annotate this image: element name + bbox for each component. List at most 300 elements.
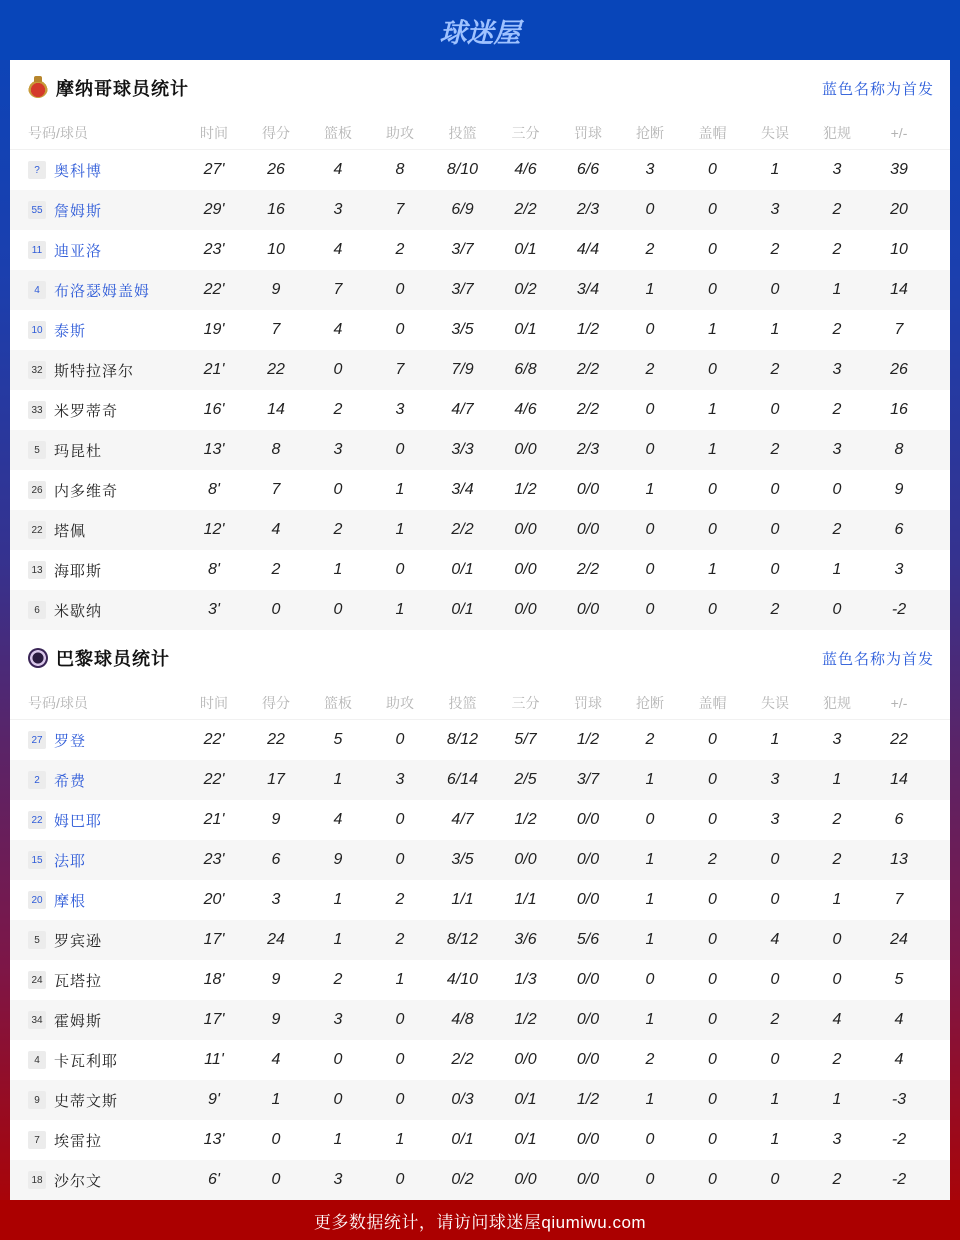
stat-cell: 0 xyxy=(708,241,717,258)
stat-cell: 26 xyxy=(890,361,908,378)
stat-cell: 4 xyxy=(832,1011,842,1028)
stat-cell: 29' xyxy=(203,201,225,218)
stat-cell: 0/1 xyxy=(451,1131,474,1148)
section-header xyxy=(10,60,950,116)
jersey-number-badge: 4 xyxy=(28,281,46,299)
stat-cell: 3 xyxy=(333,201,343,218)
stat-cell: 39 xyxy=(890,161,908,178)
stat-cell: 7 xyxy=(894,891,904,908)
stat-cell: 2/2 xyxy=(451,521,474,538)
player-name-link[interactable]: 沙尔文 xyxy=(54,1172,103,1190)
stat-cell: 0 xyxy=(708,361,717,378)
stat-cell: 3 xyxy=(333,1171,343,1188)
stat-cell: 0/0 xyxy=(576,971,600,988)
stat-cell: 0 xyxy=(645,811,655,828)
stat-cell: 1 xyxy=(645,1091,655,1108)
stat-cell: 9 xyxy=(333,851,343,868)
column-header: 盖帽 xyxy=(698,694,727,711)
stat-cell: 0 xyxy=(770,481,780,498)
stat-cell: 1 xyxy=(271,1091,281,1108)
player-cell xyxy=(10,240,183,261)
paris-crest-icon xyxy=(28,648,48,668)
player-cell xyxy=(10,160,183,181)
stat-cell: 0 xyxy=(708,521,717,538)
stat-cell: 1 xyxy=(645,281,655,298)
player-name-link[interactable]: 姆巴耶 xyxy=(54,812,103,830)
stat-cell: 1/2 xyxy=(576,731,600,748)
stat-cell: 1/2 xyxy=(576,321,600,338)
stat-cell: 0 xyxy=(395,1171,405,1188)
player-cell xyxy=(10,930,183,951)
stat-cell: 1 xyxy=(770,1131,780,1148)
stat-cell: 0 xyxy=(395,321,405,338)
jersey-number-badge: 6 xyxy=(28,601,46,619)
stat-cell: 1 xyxy=(333,931,343,948)
stat-cell: 4 xyxy=(333,241,343,258)
stat-cell: 0/0 xyxy=(514,441,537,458)
table-row[interactable] xyxy=(10,840,950,880)
player-name-link[interactable]: 罗登 xyxy=(54,732,87,750)
stat-cell: 1 xyxy=(770,731,780,748)
stat-cell: 0 xyxy=(395,281,405,298)
table-row[interactable] xyxy=(10,590,950,630)
column-header: 篮板 xyxy=(324,124,352,141)
jersey-number-badge: 27 xyxy=(28,731,46,749)
stat-cell: 1 xyxy=(333,891,343,908)
table-row[interactable] xyxy=(10,1160,950,1200)
player-name-link[interactable]: 摩根 xyxy=(54,892,87,910)
stat-cell: 0 xyxy=(645,561,655,578)
stat-cell: 2 xyxy=(832,851,842,868)
stat-cell: -2 xyxy=(891,1131,907,1148)
column-header: 抢断 xyxy=(636,694,664,711)
player-name-link[interactable]: 斯特拉泽尔 xyxy=(54,362,135,380)
stat-cell: 0/0 xyxy=(514,521,537,538)
stat-cell: 4/6 xyxy=(514,161,537,178)
player-cell xyxy=(10,1010,183,1031)
stat-cell: 0/0 xyxy=(514,1171,537,1188)
column-header: 助攻 xyxy=(386,694,414,711)
stat-cell: 8' xyxy=(208,561,220,578)
stat-cell: 22' xyxy=(203,281,225,298)
stat-cell: 3 xyxy=(770,201,780,218)
column-header: 失误 xyxy=(761,694,789,711)
column-header: 三分 xyxy=(511,694,540,711)
jersey-number-badge: 7 xyxy=(28,1131,46,1149)
stat-cell: 3 xyxy=(333,441,343,458)
stat-cell: 2 xyxy=(832,811,842,828)
stat-cell: 0 xyxy=(333,1091,343,1108)
stat-cell: 0 xyxy=(395,1051,405,1068)
player-name-link[interactable]: 内多维奇 xyxy=(54,482,119,500)
stat-cell: 14 xyxy=(890,281,908,298)
stat-cell: 14 xyxy=(890,771,908,788)
stat-cell: 2 xyxy=(333,401,343,418)
column-header: 犯规 xyxy=(823,694,851,711)
stat-cell: 0 xyxy=(395,561,405,578)
table-row[interactable] xyxy=(10,880,950,920)
stat-cell: 3/3 xyxy=(451,441,474,458)
player-name-link[interactable]: 泰斯 xyxy=(54,322,87,340)
stat-cell: 0/1 xyxy=(514,1091,537,1108)
stat-cell: 0 xyxy=(395,851,405,868)
player-name-link[interactable]: 迪亚洛 xyxy=(54,242,103,260)
stat-cell: 3 xyxy=(770,811,780,828)
stat-cell: 0/0 xyxy=(576,481,600,498)
stat-cell: 4 xyxy=(271,521,281,538)
stat-cell: 0 xyxy=(708,1091,717,1108)
player-name-link[interactable]: 米罗蒂奇 xyxy=(54,402,119,420)
stat-cell: 2/3 xyxy=(576,201,600,218)
stat-cell: 17 xyxy=(267,771,285,788)
stat-cell: 9 xyxy=(271,971,281,988)
stat-cell: 2 xyxy=(832,401,842,418)
team-title: 摩纳哥球员统计 xyxy=(56,79,189,99)
stat-cell: 2 xyxy=(395,241,405,258)
column-header-row xyxy=(10,116,950,150)
stat-cell: 0 xyxy=(770,1051,780,1068)
stat-cell: 0/0 xyxy=(576,811,600,828)
stat-cell: 0/1 xyxy=(451,561,474,578)
table-row[interactable] xyxy=(10,510,950,550)
stat-cell: 1 xyxy=(333,771,343,788)
player-name-link[interactable]: 希费 xyxy=(54,772,87,790)
stat-cell: 0 xyxy=(333,601,343,618)
stat-cell: 20' xyxy=(203,891,225,908)
player-cell xyxy=(10,600,183,621)
jersey-number-badge: 22 xyxy=(28,521,46,539)
stat-cell: 0 xyxy=(395,811,405,828)
player-cell xyxy=(10,320,183,341)
player-name-link[interactable]: 布洛瑟姆盖姆 xyxy=(54,282,151,300)
table-row[interactable] xyxy=(10,550,950,590)
stat-cell: 1 xyxy=(645,481,655,498)
stat-cell: 0 xyxy=(645,521,655,538)
stat-cell: 3 xyxy=(832,361,842,378)
player-cell xyxy=(10,1050,183,1071)
jersey-number-badge: 33 xyxy=(28,401,46,419)
stat-cell: 4/7 xyxy=(451,401,474,418)
stat-cell: 1/3 xyxy=(514,971,537,988)
stat-cell: 2 xyxy=(395,891,405,908)
stat-cell: 20 xyxy=(890,201,908,218)
table-row[interactable] xyxy=(10,760,950,800)
stat-cell: 1 xyxy=(645,771,655,788)
stat-cell: 0/0 xyxy=(576,891,600,908)
stat-cell: 3/5 xyxy=(451,851,474,868)
jersey-number-badge: 26 xyxy=(28,481,46,499)
stat-cell: 3 xyxy=(832,1131,842,1148)
stat-cell: 3 xyxy=(832,161,842,178)
stat-cell: 2 xyxy=(708,851,717,868)
jersey-number-badge: 15 xyxy=(28,851,46,869)
stat-cell: 17' xyxy=(203,1011,225,1028)
stat-cell: 3 xyxy=(395,401,405,418)
stat-cell: 2 xyxy=(333,521,343,538)
team-section xyxy=(10,630,950,1200)
stat-cell: 0 xyxy=(271,1171,281,1188)
stat-cell: 1/1 xyxy=(514,891,537,908)
stat-cell: 2 xyxy=(770,1011,780,1028)
stat-cell: 0 xyxy=(832,971,842,988)
stat-cell: 9 xyxy=(271,281,281,298)
stat-cell: 19' xyxy=(203,321,225,338)
stat-cell: 4/6 xyxy=(514,401,537,418)
column-header: 篮板 xyxy=(324,694,352,711)
stat-cell: 6 xyxy=(271,851,281,868)
column-header: 抢断 xyxy=(636,124,664,141)
stat-cell: 0 xyxy=(770,281,780,298)
stat-cell: 0 xyxy=(770,1171,780,1188)
stat-cell: 0/0 xyxy=(576,1051,600,1068)
stat-cell: 4/7 xyxy=(451,811,474,828)
stat-cell: 4/8 xyxy=(451,1011,474,1028)
table-row[interactable] xyxy=(10,1040,950,1080)
stat-cell: 23' xyxy=(203,851,225,868)
table-row[interactable] xyxy=(10,350,950,390)
column-header: 罚球 xyxy=(574,694,602,711)
table-row[interactable] xyxy=(10,960,950,1000)
jersey-number-badge: 18 xyxy=(28,1171,46,1189)
table-row[interactable] xyxy=(10,230,950,270)
table-row[interactable] xyxy=(10,430,950,470)
player-name-link[interactable]: 玛昆杜 xyxy=(54,442,103,460)
player-name-link[interactable]: 詹姆斯 xyxy=(54,202,103,220)
stat-cell: 7 xyxy=(395,361,405,378)
site-logo: 球迷屋 xyxy=(439,17,521,48)
top-banner xyxy=(0,0,960,60)
stat-cell: 1 xyxy=(395,1131,405,1148)
stat-cell: 23' xyxy=(203,241,225,258)
stat-cell: 0 xyxy=(832,931,842,948)
player-cell xyxy=(10,520,183,541)
stat-cell: 8/12 xyxy=(446,931,479,948)
stat-cell: 0 xyxy=(708,931,717,948)
player-cell xyxy=(10,850,183,871)
stat-cell: 4 xyxy=(333,321,343,338)
stat-cell: 0 xyxy=(708,731,717,748)
stat-cell: 5/7 xyxy=(514,731,537,748)
section-header xyxy=(10,630,950,686)
stat-cell: 0 xyxy=(708,201,717,218)
column-header: 投篮 xyxy=(448,694,477,711)
player-cell xyxy=(10,360,183,381)
stat-cell: 0/0 xyxy=(514,601,537,618)
stat-cell: 0/0 xyxy=(514,1051,537,1068)
stat-cell: 2/5 xyxy=(514,771,537,788)
stat-cell: 1 xyxy=(708,401,717,418)
stat-cell: 0 xyxy=(645,971,655,988)
player-rows xyxy=(10,720,950,1200)
table-row[interactable] xyxy=(10,190,950,230)
stat-cell: 0 xyxy=(770,561,780,578)
stat-cell: 1 xyxy=(770,321,780,338)
stat-cell: 0 xyxy=(708,161,717,178)
stat-cell: 0/2 xyxy=(514,281,537,298)
column-header: 号码/球员 xyxy=(28,694,88,711)
stat-cell: 0/0 xyxy=(576,1131,600,1148)
player-name-link[interactable]: 瓦塔拉 xyxy=(54,972,103,990)
column-header: 失误 xyxy=(761,124,789,141)
stat-cell: 3 xyxy=(333,1011,343,1028)
stat-cell: 1 xyxy=(832,561,842,578)
player-name-link[interactable]: 罗宾逊 xyxy=(54,932,103,950)
player-name-link[interactable]: 米歇纳 xyxy=(54,602,103,620)
stat-cell: 0/0 xyxy=(576,851,600,868)
stat-cell: 26 xyxy=(267,161,285,178)
stat-cell: 1 xyxy=(708,321,717,338)
stats-card xyxy=(10,60,950,1200)
stat-cell: 0/0 xyxy=(576,521,600,538)
jersey-number-badge: 22 xyxy=(28,811,46,829)
stat-cell: 0 xyxy=(832,601,842,618)
stat-cell: 2 xyxy=(333,971,343,988)
stat-cell: 2 xyxy=(832,521,842,538)
stat-cell: 0 xyxy=(708,811,717,828)
stat-cell: 0 xyxy=(645,401,655,418)
stat-cell: 3/7 xyxy=(576,771,600,788)
column-header: 投篮 xyxy=(448,124,477,141)
stat-cell: 6/9 xyxy=(451,201,474,218)
stat-cell: 6/8 xyxy=(514,361,537,378)
table-row[interactable] xyxy=(10,390,950,430)
stat-cell: 8 xyxy=(395,161,405,178)
player-cell xyxy=(10,770,183,791)
table-row[interactable] xyxy=(10,470,950,510)
table-row[interactable] xyxy=(10,1080,950,1120)
player-name-link[interactable]: 法耶 xyxy=(54,852,87,870)
stat-cell: 1 xyxy=(770,161,780,178)
stat-cell: 24 xyxy=(890,931,908,948)
table-row[interactable] xyxy=(10,1120,950,1160)
stat-cell: 3 xyxy=(271,891,281,908)
table-row[interactable] xyxy=(10,1000,950,1040)
stat-cell: 4/10 xyxy=(446,971,479,988)
player-name-link[interactable]: 霍姆斯 xyxy=(54,1012,103,1030)
stat-cell: 1 xyxy=(832,891,842,908)
stat-cell: 1 xyxy=(645,931,655,948)
stat-cell: 3 xyxy=(645,161,655,178)
stat-cell: 22 xyxy=(890,731,908,748)
stat-cell: 2 xyxy=(832,241,842,258)
stat-cell: 18' xyxy=(203,971,225,988)
column-header: 时间 xyxy=(200,124,228,141)
stat-cell: 0 xyxy=(645,321,655,338)
stat-cell: 2/2 xyxy=(514,201,537,218)
column-header-row xyxy=(10,686,950,720)
table-row[interactable] xyxy=(10,270,950,310)
player-name-link[interactable]: 卡瓦利耶 xyxy=(54,1052,119,1070)
stat-cell: 10 xyxy=(267,241,285,258)
player-name-link[interactable]: 奥科博 xyxy=(54,162,103,180)
stat-cell: 2 xyxy=(645,731,655,748)
stat-cell: 0 xyxy=(832,481,842,498)
table-row[interactable] xyxy=(10,800,950,840)
stat-cell: -2 xyxy=(891,601,907,618)
stat-cell: 0/1 xyxy=(514,1131,537,1148)
player-cell xyxy=(10,1090,183,1111)
jersey-number-badge: 4 xyxy=(28,1051,46,1069)
stat-cell: 2 xyxy=(770,361,780,378)
stat-cell: 8 xyxy=(271,441,281,458)
stat-cell: 4/4 xyxy=(576,241,600,258)
table-row[interactable] xyxy=(10,150,950,190)
stat-cell: 10 xyxy=(890,241,908,258)
jersey-number-badge: 11 xyxy=(28,241,46,259)
stat-cell: 21' xyxy=(203,361,225,378)
stat-cell: 1 xyxy=(832,771,842,788)
stat-cell: 2 xyxy=(271,561,281,578)
stat-cell: 0 xyxy=(770,891,780,908)
stat-cell: 0/1 xyxy=(514,241,537,258)
stat-cell: 8/12 xyxy=(446,731,479,748)
stat-cell: 0 xyxy=(708,601,717,618)
player-name-link[interactable]: 史蒂文斯 xyxy=(54,1092,119,1110)
stat-cell: 0 xyxy=(770,521,780,538)
stat-cell: 2 xyxy=(645,241,655,258)
column-header: 得分 xyxy=(262,124,290,141)
player-name-link[interactable]: 塔佩 xyxy=(54,522,87,540)
column-header: +/- xyxy=(890,124,908,141)
stat-cell: 1/1 xyxy=(451,891,474,908)
player-cell xyxy=(10,890,183,911)
player-rows xyxy=(10,150,950,630)
footer-text: 更多数据统计，请访问球迷屋qiumiwu.com xyxy=(313,1212,647,1232)
stat-cell: 0 xyxy=(645,1171,655,1188)
stat-cell: 1/2 xyxy=(576,1091,600,1108)
stat-cell: 1/2 xyxy=(514,481,537,498)
stat-cell: 0 xyxy=(333,1051,343,1068)
stat-cell: 16 xyxy=(267,201,285,218)
stat-cell: 22 xyxy=(267,731,285,748)
stat-cell: 6/14 xyxy=(446,771,479,788)
stat-cell: 7/9 xyxy=(451,361,474,378)
player-name-link[interactable]: 埃雷拉 xyxy=(54,1132,103,1150)
stat-cell: 0 xyxy=(645,1131,655,1148)
jersey-number-badge: 13 xyxy=(28,561,46,579)
table-row[interactable] xyxy=(10,310,950,350)
stat-cell: 1 xyxy=(395,971,405,988)
stat-cell: 0 xyxy=(770,401,780,418)
stat-cell: 4 xyxy=(894,1011,904,1028)
stat-cell: 0/0 xyxy=(576,601,600,618)
stat-cell: 0 xyxy=(395,1011,405,1028)
stat-cell: 2 xyxy=(645,361,655,378)
stat-cell: 1 xyxy=(708,441,717,458)
starter-legend-note: 蓝色名称为首发 xyxy=(821,80,934,98)
stat-cell: 7 xyxy=(894,321,904,338)
stat-cell: 0/1 xyxy=(451,601,474,618)
player-name-link[interactable]: 海耶斯 xyxy=(54,562,103,580)
stat-cell: 4 xyxy=(894,1051,904,1068)
stat-cell: 16' xyxy=(203,401,225,418)
stat-cell: 2/3 xyxy=(576,441,600,458)
table-row[interactable] xyxy=(10,920,950,960)
stat-cell: 8' xyxy=(208,481,220,498)
stat-cell: 0 xyxy=(708,891,717,908)
stat-cell: 3 xyxy=(832,731,842,748)
table-row[interactable] xyxy=(10,720,950,760)
stat-cell: 0 xyxy=(395,1091,405,1108)
stat-cell: 22' xyxy=(203,771,225,788)
stat-cell: 9' xyxy=(208,1091,220,1108)
stat-cell: 1 xyxy=(333,1131,343,1148)
stat-cell: 17' xyxy=(203,931,225,948)
stat-cell: 3/7 xyxy=(451,241,474,258)
stat-cell: 7 xyxy=(271,321,281,338)
player-cell xyxy=(10,440,183,461)
stat-cell: 13' xyxy=(203,1131,225,1148)
